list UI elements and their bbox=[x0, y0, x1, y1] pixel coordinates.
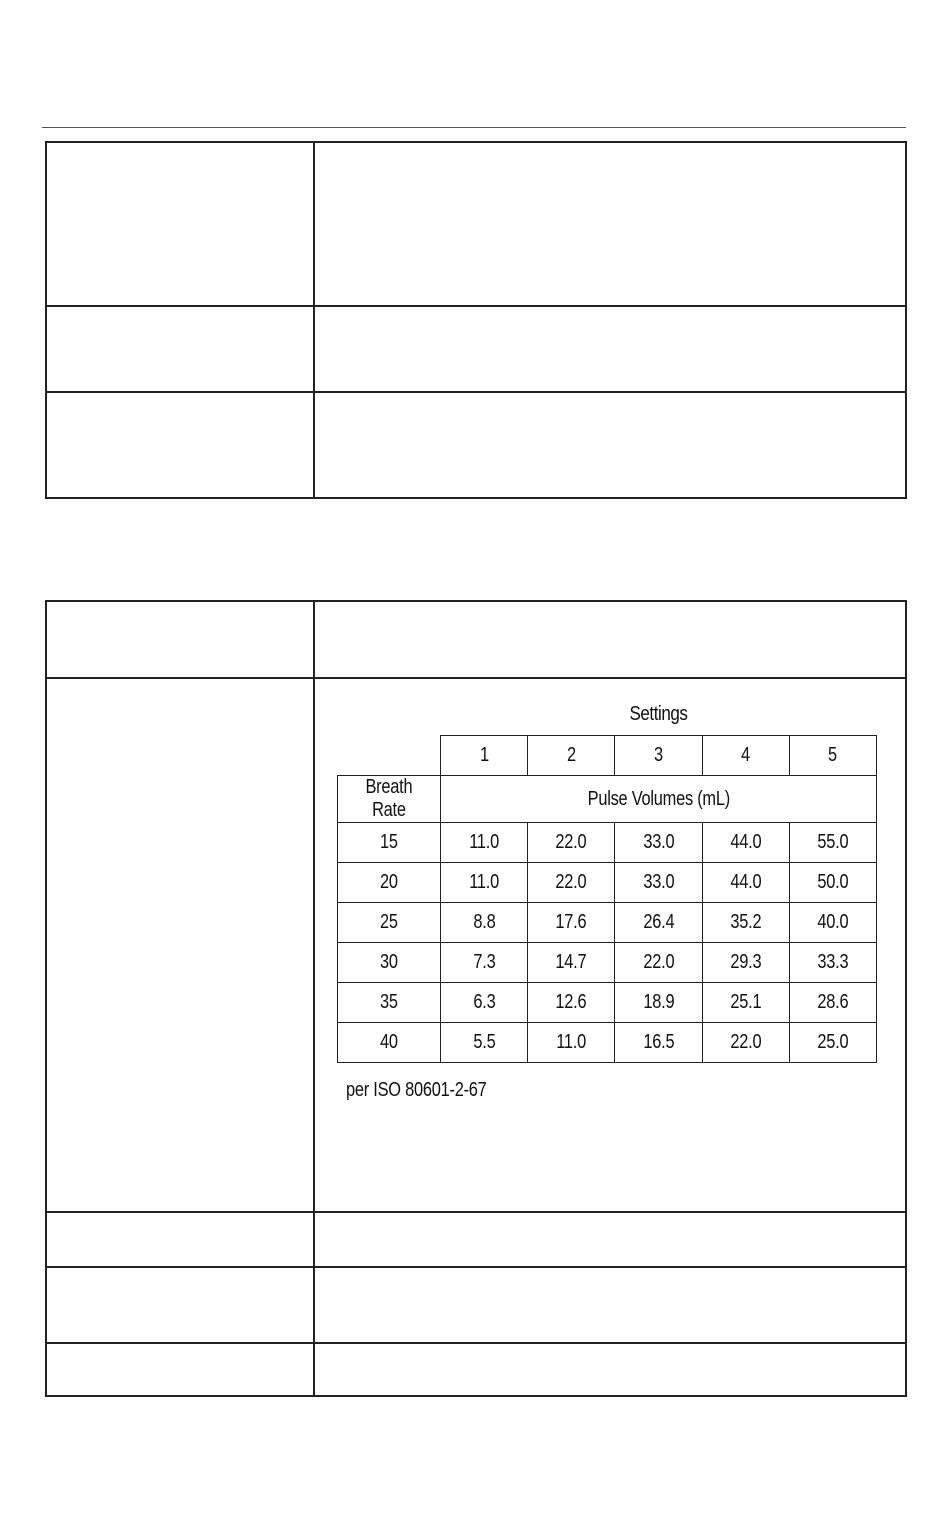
pulse-volume-cell: 25.1 bbox=[702, 983, 789, 1023]
pulse-volume-cell: 33.0 bbox=[615, 863, 702, 903]
spec-value-cell bbox=[315, 679, 905, 1211]
pulse-volume-cell: 26.4 bbox=[615, 903, 702, 943]
table-row bbox=[338, 903, 877, 943]
pulse-volume-cell: 33.0 bbox=[615, 823, 702, 863]
setting-header-cell: 4 bbox=[702, 736, 789, 776]
spec-table-2 bbox=[45, 600, 907, 1397]
pulse-volume-cell: 28.6 bbox=[789, 983, 876, 1023]
spec-value-cell bbox=[315, 1213, 905, 1266]
spec-label-cell bbox=[47, 602, 315, 677]
breath-rate-cell: 15 bbox=[338, 823, 441, 863]
breath-rate-cell: 25 bbox=[338, 903, 441, 943]
pulse-volume-cell: 12.6 bbox=[528, 983, 615, 1023]
spec-value-cell bbox=[315, 307, 905, 391]
spec-row bbox=[47, 143, 905, 307]
pulse-volume-cell: 14.7 bbox=[528, 943, 615, 983]
empty-corner-cell bbox=[338, 736, 441, 776]
pulse-volumes-header: Pulse Volumes (mL) bbox=[440, 776, 876, 823]
iso-standard-note: per ISO 80601-2-67 bbox=[346, 1079, 487, 1101]
setting-header-cell: 1 bbox=[440, 736, 527, 776]
pulse-volume-cell: 22.0 bbox=[528, 863, 615, 903]
pulse-volume-cell: 17.6 bbox=[528, 903, 615, 943]
pulse-volume-cell: 35.2 bbox=[702, 903, 789, 943]
spec-row bbox=[47, 1213, 905, 1268]
pulse-volume-cell: 6.3 bbox=[440, 983, 527, 1023]
spec-value-cell bbox=[315, 393, 905, 497]
spec-value-cell bbox=[315, 602, 905, 677]
pulse-volume-table bbox=[337, 735, 877, 1063]
pulse-volume-cell: 11.0 bbox=[440, 863, 527, 903]
setting-header-cell: 2 bbox=[528, 736, 615, 776]
table-row bbox=[338, 943, 877, 983]
spec-label-cell bbox=[47, 143, 315, 305]
spec-row bbox=[47, 307, 905, 393]
spec-label-cell bbox=[47, 393, 315, 497]
pulse-volume-cell: 22.0 bbox=[615, 943, 702, 983]
pulse-volume-cell: 40.0 bbox=[789, 903, 876, 943]
pulse-volume-cell: 50.0 bbox=[789, 863, 876, 903]
column-header-row bbox=[338, 776, 877, 823]
pulse-volume-cell: 11.0 bbox=[440, 823, 527, 863]
spec-label-cell bbox=[47, 1268, 315, 1342]
spec-label-cell bbox=[47, 679, 315, 1211]
spec-row bbox=[47, 393, 905, 497]
pulse-volume-cell: 7.3 bbox=[440, 943, 527, 983]
pulse-volume-cell: 22.0 bbox=[702, 1023, 789, 1063]
pulse-volume-cell: 25.0 bbox=[789, 1023, 876, 1063]
spec-value-cell bbox=[315, 1268, 905, 1342]
pulse-volume-cell: 29.3 bbox=[702, 943, 789, 983]
spec-row bbox=[47, 1268, 905, 1344]
spec-row bbox=[47, 1344, 905, 1395]
spec-row bbox=[47, 679, 905, 1213]
spec-label-cell bbox=[47, 1344, 315, 1395]
breath-rate-cell: 30 bbox=[338, 943, 441, 983]
spec-row bbox=[47, 602, 905, 679]
spec-table-1 bbox=[45, 141, 907, 499]
spec-value-cell bbox=[315, 143, 905, 305]
settings-caption: Settings bbox=[629, 703, 688, 725]
breath-rate-cell: 20 bbox=[338, 863, 441, 903]
pulse-volume-cell: 8.8 bbox=[440, 903, 527, 943]
pulse-volume-cell: 33.3 bbox=[789, 943, 876, 983]
table-row bbox=[338, 1023, 877, 1063]
breath-rate-header: Breath Rate bbox=[338, 776, 441, 823]
pulse-volume-cell: 55.0 bbox=[789, 823, 876, 863]
table-row bbox=[338, 983, 877, 1023]
pulse-volume-cell: 44.0 bbox=[702, 863, 789, 903]
pulse-volume-cell: 22.0 bbox=[528, 823, 615, 863]
header-rule bbox=[42, 127, 906, 128]
setting-header-cell: 5 bbox=[789, 736, 876, 776]
spec-label-cell bbox=[47, 1213, 315, 1266]
setting-header-cell: 3 bbox=[615, 736, 702, 776]
pulse-volume-cell: 11.0 bbox=[528, 1023, 615, 1063]
table-row bbox=[338, 863, 877, 903]
spec-label-cell bbox=[47, 307, 315, 391]
table-row bbox=[338, 823, 877, 863]
breath-rate-cell: 35 bbox=[338, 983, 441, 1023]
spec-value-cell bbox=[315, 1344, 905, 1395]
pulse-volume-cell: 5.5 bbox=[440, 1023, 527, 1063]
settings-header-row bbox=[338, 736, 877, 776]
pulse-volume-cell: 18.9 bbox=[615, 983, 702, 1023]
pulse-volume-cell: 44.0 bbox=[702, 823, 789, 863]
breath-rate-cell: 40 bbox=[338, 1023, 441, 1063]
pulse-volume-cell: 16.5 bbox=[615, 1023, 702, 1063]
